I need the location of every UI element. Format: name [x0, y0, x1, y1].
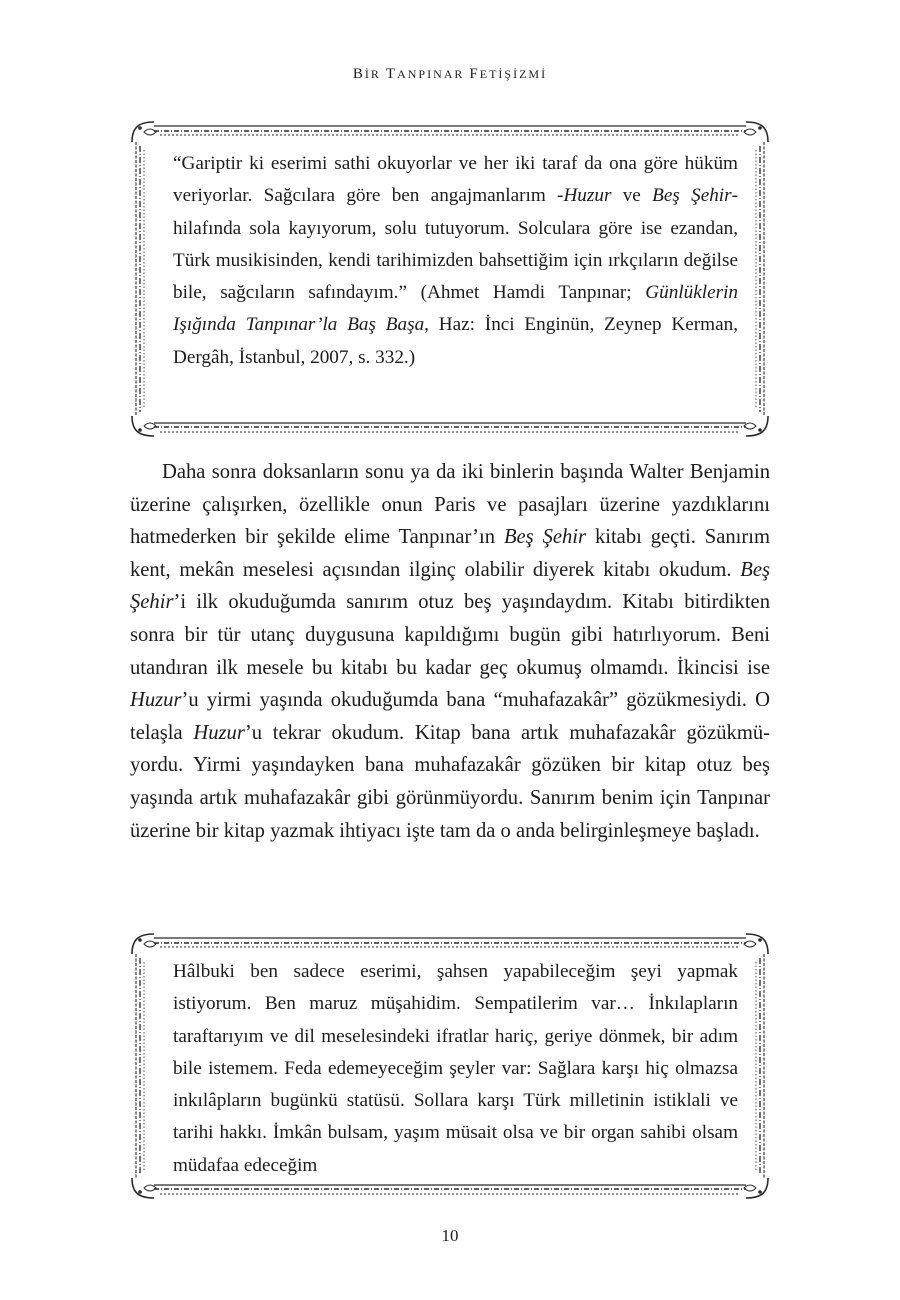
text-run: , Haz: İnci Enginün, Zeynep Kerman, Dergâh, İstanbul, 2007, s. 332.) — [173, 314, 738, 368]
quote-box-2 — [130, 930, 770, 1202]
quote-2-text — [173, 956, 738, 1182]
italic-title: Huzur — [130, 689, 182, 712]
text-run: Hâlbuki ben sadece eserimi, şahsen yapabileceğim şeyi yapmak istiyorum. Ben maruz müşahidim. Sempatilerim var… İnkılapların taraftarıyım ve dil meselesindeki ifratlar hariç, geriye dönmek, bir adım bile istemem. Feda edemeyeceğim şeyler var: Sağlara karşı hiç olmazsa inkılâpların bugünkü statüsü. Sollara karşı Türk milletinin istiklali ve tarihi hakkı. İmkân bulsam, yaşım müsait olsa ve bir organ sahibi olsam müdafaa edeceğim — [173, 961, 738, 1176]
small-caps-text: ETİŞİZMİ — [479, 67, 548, 81]
italic-title: Günlüklerin Işığında Tanpınar’la Baş Başa — [173, 282, 738, 336]
small-caps-text: ANPINAR — [397, 67, 470, 81]
text-run: ’u tekrar okudum. Kitap bana artık muhafazakâr gözükmüyordu. Yirmi yaşındayken bana muhafazakâr gözüken bir kitap otuz beş yaşında artık muhafazakâr gibi görünmüyordu. Sanırım benim için Tanpınar üzerine bir kitap yazmak ihtiyacı işte tam da o anda belirginleşmeye başladı. — [130, 721, 771, 842]
quote-box-1 — [130, 118, 770, 440]
italic-title: Beş Şehir — [652, 185, 732, 207]
body-paragraph — [130, 456, 770, 847]
text-run: - hilafında sola kayıyorum, solu tutuyorum. Solculara göre ise ezandan, Türk musikisinden, kendi tarihimizden bahsettiğim için ırkçıların değilse bile, sağcıların safındayım.” (Ahmet Hamdi Tanpınar; — [173, 185, 738, 304]
italic-title: Huzur — [563, 185, 612, 207]
small-caps-text: İR — [364, 67, 386, 81]
text-run: T — [385, 66, 398, 82]
text-run: ’i ilk okuduğumda sanırım otuz beş yaşındaydım. Kitabı bitirdikten sonra bir tür utanç duygusuna kapıldığımı bugün gibi hatırlıyorum. Beni utandıran ilk mesele bu kitabı bu kadar geç okumuş olmamdı. İkincisi ise — [130, 591, 770, 679]
text-run: F — [469, 66, 480, 82]
text-run: “Gariptir ki eserimi sathi okuyorlar ve her iki taraf da ona göre hüküm veriyorlar. Sağcılara göre ben angajmanlarım - — [173, 153, 738, 207]
text-run: ’u yirmi yaşında okuduğumda bana “muhafazakâr” gözükmesiydi. O telaşla — [130, 689, 770, 744]
page-number: 10 — [441, 1226, 459, 1245]
text-run: B — [352, 66, 365, 82]
running-head — [0, 66, 900, 83]
body-paragraph-text — [130, 456, 770, 847]
text-run: kitabı geçti. Sanırım kent, mekân meselesi açısından ilginç olabilir diyerek kitabı okudum. — [130, 526, 771, 581]
italic-title: Beş Şehir — [130, 558, 770, 614]
text-run: Daha sonra doksanların sonu ya da iki binlerin başında Walter Benjamin üzerine çalışırken, özellikle onun Paris ve pasajları üzerine yazdıklarını hatmederken bir şekilde elime Tanpınar’ın — [130, 461, 770, 549]
quote-1-text — [173, 148, 738, 374]
italic-title: Beş Şehir — [503, 526, 587, 549]
italic-title: Huzur — [193, 721, 245, 744]
text-run: ve — [611, 185, 653, 207]
